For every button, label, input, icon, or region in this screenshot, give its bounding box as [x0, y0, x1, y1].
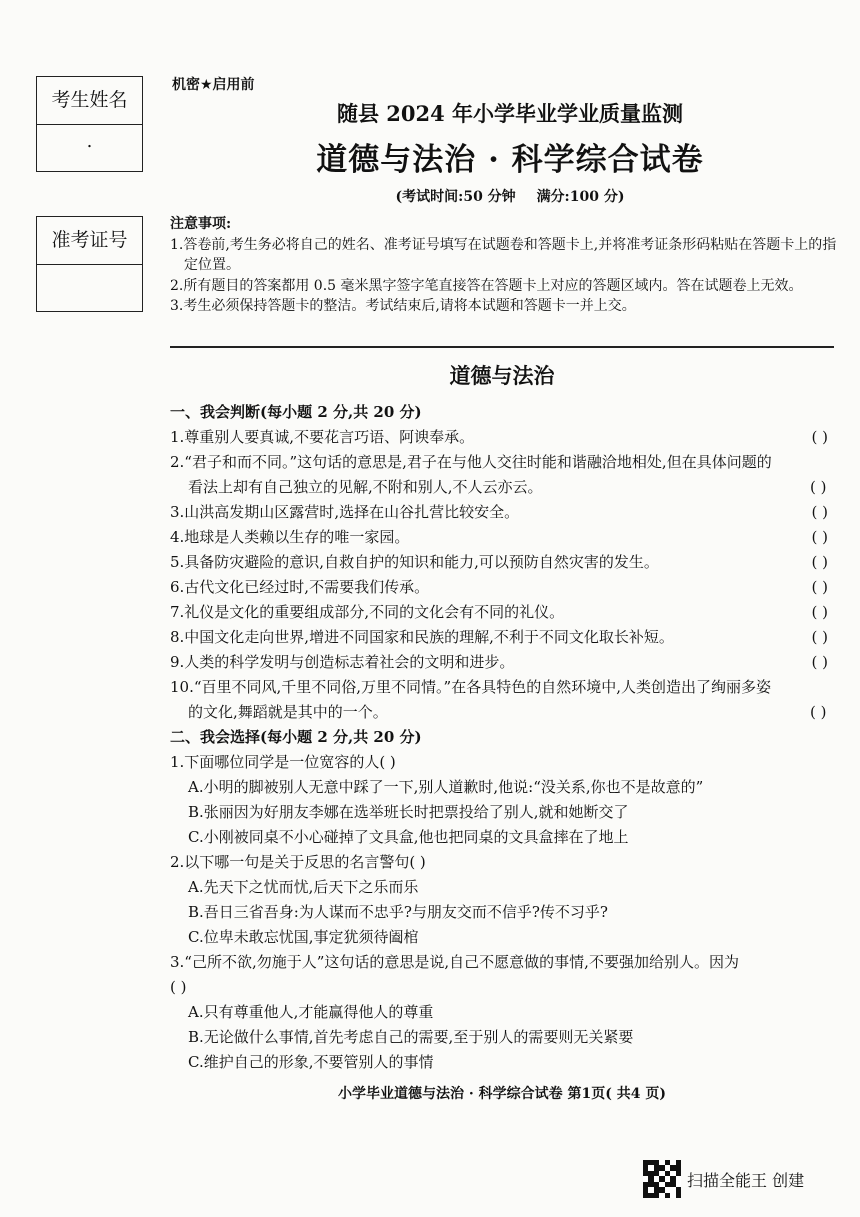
candidate-id-box [36, 216, 143, 312]
name-label: 考生姓名 [37, 77, 142, 125]
judge-question-8: 8.中国文化走向世界,增进不同国家和民族的理解,不利于不同文化取长补短。 ( ) [170, 628, 828, 646]
scanner-text: 扫描全能王 创建 [687, 1170, 805, 1190]
questions [170, 400, 834, 1075]
divider [170, 346, 834, 348]
choice-question-2: 2.以下哪一句是关于反思的名言警句( ) [170, 853, 426, 871]
judge-question-3: 3.山洪高发期山区露营时,选择在山谷扎营比较安全。 ( ) [170, 503, 828, 521]
note-item: 1.答卷前,考生务必将自己的姓名、准考证号填写在试题卷和答题卡上,并将准考证条形码粘贴在答题卡上的指定位置。 [170, 236, 837, 273]
judge-question-2: 2.“君子和而不同。”这句话的意思是,君子在与他人交往时能和谐融洽地相处,但在具体问题的看法上却有自己独立的见解,不附和别人,不人云亦云。 ( ) [170, 453, 827, 496]
exam-info [160, 186, 860, 206]
judge-question-10: 10.“百里不同风,千里不同俗,万里不同情。”在各具特色的自然环境中,人类创造出了绚丽多姿的文化,舞蹈就是其中的一个。 ( ) [170, 678, 827, 721]
id-label: 准考证号 [37, 217, 142, 265]
judge-question-1: 1.尊重别人要真诚,不要花言巧语、阿谀奉承。 ( ) [170, 428, 828, 446]
judge-question-4: 4.地球是人类赖以生存的唯一家园。 ( ) [170, 528, 828, 546]
option: C.维护自己的形象,不要管别人的事情 [188, 1053, 434, 1071]
option: A.先天下之忧而忧,后天下之乐而乐 [188, 878, 419, 896]
judge-question-6: 6.古代文化已经过时,不需要我们传承。 ( ) [170, 578, 828, 596]
notes [170, 214, 840, 317]
notes-heading: 注意事项: [170, 216, 232, 232]
option: B.张丽因为好朋友李娜在选举班长时把票投给了别人,就和她断交了 [188, 803, 629, 821]
option: B.无论做什么事情,首先考虑自己的需要,至于别人的需要则无关紧要 [188, 1028, 634, 1046]
note-item: 2.所有题目的答案都用 0.5 毫米黑字签字笔直接答在答题卡上对应的答题区域内。答在试题卷上无效。 [170, 277, 803, 294]
page-footer: 小学毕业道德与法治 · 科学综合试卷 第1页( 共4 页) [338, 1086, 666, 1102]
choice-question-1: 1.下面哪位同学是一位宽容的人( ) [170, 753, 396, 771]
choice-question-3-paren: ( ) [170, 978, 187, 996]
qr-code-icon [643, 1160, 681, 1198]
option: C.小刚被同桌不小心碰掉了文具盒,他也把同桌的文具盒摔在了地上 [188, 828, 629, 846]
choice-question-3: 3.“己所不欲,勿施于人”这句话的意思是说,自己不愿意做的事情,不要强加给别人。因为 [170, 953, 739, 971]
option: A.只有尊重他人,才能赢得他人的尊重 [188, 1003, 434, 1021]
scanner-watermark [643, 1160, 804, 1198]
paper-title: 道德与法治 · 科学综合试卷 [316, 142, 704, 178]
exam-title: 随县 2024 年小学毕业学业质量监测 [336, 101, 684, 126]
option: B.吾日三省吾身:为人谋而不忠乎?与朋友交而不信乎?传不习乎? [188, 903, 608, 921]
note-item: 3.考生必须保持答题卡的整洁。考试结束后,请将本试题和答题卡一并上交。 [170, 298, 636, 314]
exam-time: (考试时间:50 分钟 [395, 189, 516, 205]
judge-question-9: 9.人类的科学发明与创造标志着社会的文明和进步。 ( ) [170, 653, 828, 671]
judge-question-5: 5.具备防灾避险的意识,自救自护的知识和能力,可以预防自然灾害的发生。 ( ) [170, 553, 828, 571]
exam-score: 满分:100 分) [536, 189, 625, 205]
part2-heading: 二、我会选择(每小题 2 分,共 20 分) [170, 728, 422, 746]
section-title: 道德与法治 [449, 363, 555, 388]
part1-heading: 一、我会判断(每小题 2 分,共 20 分) [170, 403, 422, 421]
confidential-mark: 机密★启用前 [172, 77, 255, 93]
option: C.位卑未敢忘忧国,事定犹须待阖棺 [188, 928, 419, 946]
option: A.小明的脚被别人无意中踩了一下,别人道歉时,他说:“没关系,你也不是故意的” [188, 778, 704, 796]
name-value: . [86, 131, 93, 152]
candidate-name-box [36, 76, 143, 172]
judge-question-7: 7.礼仪是文化的重要组成部分,不同的文化会有不同的礼仪。 ( ) [170, 603, 828, 621]
